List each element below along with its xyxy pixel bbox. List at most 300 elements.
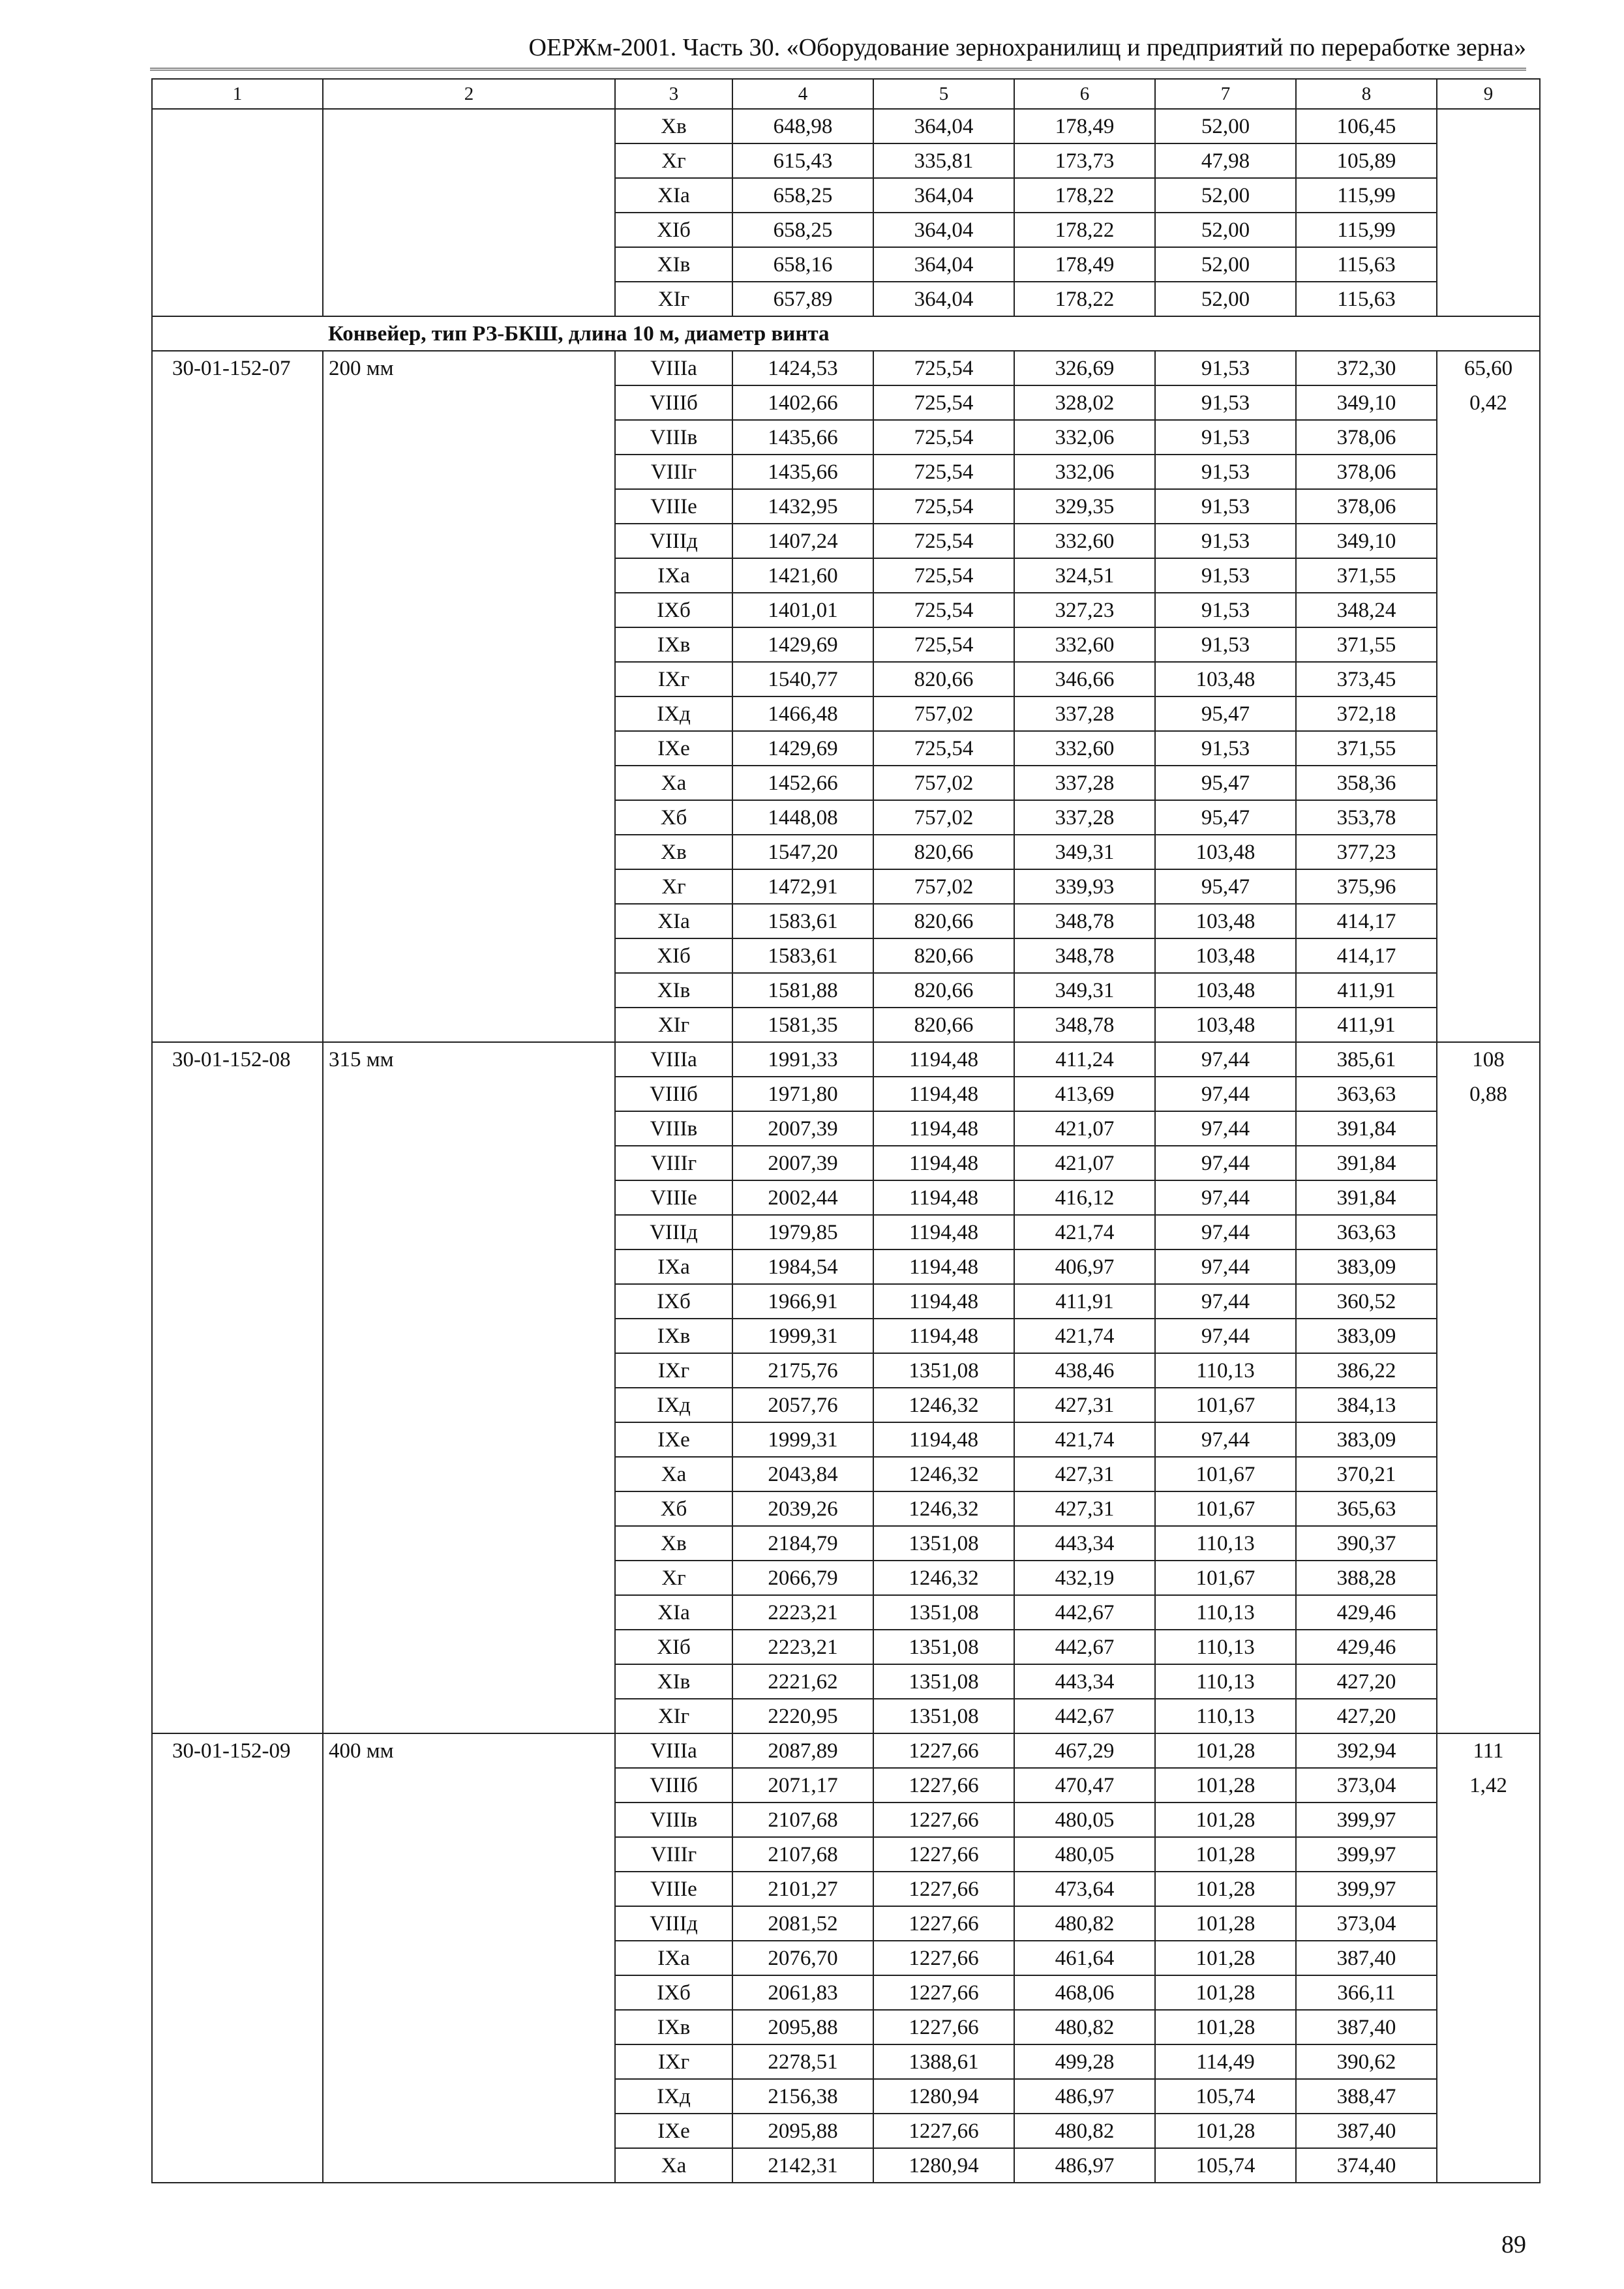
labor-cell xyxy=(1437,282,1540,316)
description-cell xyxy=(323,1077,615,1111)
total-cost-cell: 2057,76 xyxy=(732,1388,873,1422)
table-row xyxy=(152,1803,1540,1837)
materials-cell: 360,52 xyxy=(1296,1284,1437,1319)
region-cell: VIIIв xyxy=(615,420,732,455)
description-cell xyxy=(323,420,615,455)
materials-cell: 371,55 xyxy=(1296,558,1437,593)
wages-cell: 725,54 xyxy=(873,455,1014,489)
driver-wages-cell: 91,53 xyxy=(1155,385,1296,420)
labor-cell xyxy=(1437,800,1540,835)
description-cell xyxy=(323,1388,615,1422)
total-cost-cell: 1984,54 xyxy=(732,1249,873,1284)
labor-cell xyxy=(1437,1457,1540,1491)
norm-code-cell: 30-01-152-07 xyxy=(152,351,323,385)
table-row xyxy=(152,1077,1540,1111)
col-number: 3 xyxy=(615,79,732,109)
wages-cell: 1194,48 xyxy=(873,1249,1014,1284)
driver-wages-cell: 114,49 xyxy=(1155,2044,1296,2079)
table-row xyxy=(152,524,1540,558)
labor-cell xyxy=(1437,593,1540,627)
machines-cell: 339,93 xyxy=(1014,869,1155,904)
machines-cell: 332,60 xyxy=(1014,524,1155,558)
description-cell: 200 мм xyxy=(323,351,615,385)
table-row xyxy=(152,1042,1540,1077)
total-cost-cell: 1999,31 xyxy=(732,1422,873,1457)
driver-wages-cell: 103,48 xyxy=(1155,1008,1296,1042)
page-header-block xyxy=(150,33,1526,70)
driver-wages-cell: 97,44 xyxy=(1155,1215,1296,1249)
wages-cell: 820,66 xyxy=(873,938,1014,973)
driver-wages-cell: 110,13 xyxy=(1155,1595,1296,1630)
region-cell: VIIIе xyxy=(615,489,732,524)
wages-cell: 1227,66 xyxy=(873,1906,1014,1941)
table-row xyxy=(152,938,1540,973)
labor-cell: 111 xyxy=(1437,1733,1540,1768)
wages-cell: 725,54 xyxy=(873,731,1014,766)
table-row xyxy=(152,662,1540,696)
total-cost-cell: 1402,66 xyxy=(732,385,873,420)
description-cell xyxy=(323,524,615,558)
driver-wages-cell: 103,48 xyxy=(1155,662,1296,696)
materials-cell: 115,99 xyxy=(1296,213,1437,247)
norm-code-cell xyxy=(152,420,323,455)
driver-wages-cell: 97,44 xyxy=(1155,1249,1296,1284)
materials-cell: 383,09 xyxy=(1296,1249,1437,1284)
wages-cell: 1194,48 xyxy=(873,1146,1014,1180)
labor-cell xyxy=(1437,1319,1540,1353)
wages-cell: 757,02 xyxy=(873,766,1014,800)
labor-cell xyxy=(1437,1491,1540,1526)
table-row xyxy=(152,1872,1540,1906)
table-row xyxy=(152,1526,1540,1561)
description-cell xyxy=(323,1630,615,1664)
total-cost-cell: 2156,38 xyxy=(732,2079,873,2114)
total-cost-cell: 2087,89 xyxy=(732,1733,873,1768)
labor-cell xyxy=(1437,109,1540,143)
table-row xyxy=(152,1837,1540,1872)
driver-wages-cell: 97,44 xyxy=(1155,1111,1296,1146)
wages-cell: 757,02 xyxy=(873,869,1014,904)
machines-cell: 349,31 xyxy=(1014,973,1155,1008)
total-cost-cell: 2007,39 xyxy=(732,1111,873,1146)
labor-cell xyxy=(1437,1561,1540,1595)
norm-code-cell xyxy=(152,1872,323,1906)
wages-cell: 820,66 xyxy=(873,973,1014,1008)
labor-cell xyxy=(1437,1008,1540,1042)
machines-cell: 332,06 xyxy=(1014,455,1155,489)
wages-cell: 820,66 xyxy=(873,835,1014,869)
driver-wages-cell: 91,53 xyxy=(1155,627,1296,662)
materials-cell: 388,28 xyxy=(1296,1561,1437,1595)
wages-cell: 1194,48 xyxy=(873,1284,1014,1319)
machines-cell: 348,78 xyxy=(1014,1008,1155,1042)
description-cell: 400 мм xyxy=(323,1733,615,1768)
norm-code-cell xyxy=(152,766,323,800)
table-row xyxy=(152,178,1540,213)
driver-wages-cell: 110,13 xyxy=(1155,1630,1296,1664)
table-row xyxy=(152,143,1540,178)
region-cell: Хб xyxy=(615,1491,732,1526)
total-cost-cell: 1452,66 xyxy=(732,766,873,800)
machines-cell: 442,67 xyxy=(1014,1699,1155,1733)
norm-code-cell: 30-01-152-09 xyxy=(152,1733,323,1768)
table-row xyxy=(152,1146,1540,1180)
region-cell: IXб xyxy=(615,1975,732,2010)
total-cost-cell: 2095,88 xyxy=(732,2010,873,2044)
machines-cell: 332,06 xyxy=(1014,420,1155,455)
labor-cell xyxy=(1437,904,1540,938)
total-cost-cell: 2223,21 xyxy=(732,1630,873,1664)
wages-cell: 1194,48 xyxy=(873,1319,1014,1353)
table-row xyxy=(152,2044,1540,2079)
region-cell: VIIIб xyxy=(615,385,732,420)
col-number: 7 xyxy=(1155,79,1296,109)
norm-code-cell xyxy=(152,1215,323,1249)
materials-cell: 427,20 xyxy=(1296,1664,1437,1699)
labor-cell xyxy=(1437,558,1540,593)
norm-code-cell xyxy=(152,558,323,593)
materials-cell: 378,06 xyxy=(1296,489,1437,524)
wages-cell: 1194,48 xyxy=(873,1215,1014,1249)
materials-cell: 348,24 xyxy=(1296,593,1437,627)
machines-cell: 480,05 xyxy=(1014,1837,1155,1872)
driver-wages-cell: 52,00 xyxy=(1155,282,1296,316)
labor-cell xyxy=(1437,143,1540,178)
machines-cell: 337,28 xyxy=(1014,766,1155,800)
norm-code-cell xyxy=(152,282,323,316)
norm-code-cell xyxy=(152,1353,323,1388)
wages-cell: 1246,32 xyxy=(873,1388,1014,1422)
norm-code-cell xyxy=(152,1595,323,1630)
region-cell: VIIIд xyxy=(615,1906,732,1941)
labor-cell xyxy=(1437,766,1540,800)
labor-cell xyxy=(1437,524,1540,558)
description-cell xyxy=(323,1111,615,1146)
norm-code-cell xyxy=(152,489,323,524)
resource-table xyxy=(151,78,1541,2183)
labor-cell xyxy=(1437,2148,1540,2183)
machines-cell: 438,46 xyxy=(1014,1353,1155,1388)
region-cell: IXг xyxy=(615,2044,732,2079)
region-cell: VIIIа xyxy=(615,351,732,385)
labor-cell xyxy=(1437,1180,1540,1215)
col-number: 2 xyxy=(323,79,615,109)
description-cell xyxy=(323,1457,615,1491)
labor-cell xyxy=(1437,627,1540,662)
description-cell xyxy=(323,1872,615,1906)
description-cell xyxy=(323,731,615,766)
region-cell: ХIб xyxy=(615,213,732,247)
description-cell xyxy=(323,800,615,835)
norm-code-cell xyxy=(152,1491,323,1526)
driver-wages-cell: 101,67 xyxy=(1155,1388,1296,1422)
region-cell: Хг xyxy=(615,143,732,178)
machines-cell: 348,78 xyxy=(1014,904,1155,938)
total-cost-cell: 1429,69 xyxy=(732,627,873,662)
labor-cell xyxy=(1437,2079,1540,2114)
driver-wages-cell: 110,13 xyxy=(1155,1526,1296,1561)
driver-wages-cell: 52,00 xyxy=(1155,109,1296,143)
norm-code-cell xyxy=(152,1768,323,1803)
total-cost-cell: 658,25 xyxy=(732,178,873,213)
total-cost-cell: 2221,62 xyxy=(732,1664,873,1699)
region-cell: VIIIд xyxy=(615,1215,732,1249)
materials-cell: 427,20 xyxy=(1296,1699,1437,1733)
table-row xyxy=(152,627,1540,662)
norm-code-cell xyxy=(152,696,323,731)
norm-code-cell xyxy=(152,869,323,904)
total-cost-cell: 1407,24 xyxy=(732,524,873,558)
section-title: Конвейер, тип РЗ-БКШ, длина 10 м, диаметр винта xyxy=(323,316,1540,351)
table-row xyxy=(152,2114,1540,2148)
machines-cell: 173,73 xyxy=(1014,143,1155,178)
description-cell xyxy=(323,1215,615,1249)
norm-code-cell xyxy=(152,1630,323,1664)
labor-cell: 0,88 xyxy=(1437,1077,1540,1111)
total-cost-cell: 1435,66 xyxy=(732,455,873,489)
table-row xyxy=(152,1906,1540,1941)
table-row xyxy=(152,2010,1540,2044)
machines-cell: 326,69 xyxy=(1014,351,1155,385)
labor-cell: 65,60 xyxy=(1437,351,1540,385)
description-cell xyxy=(323,1146,615,1180)
labor-cell xyxy=(1437,1941,1540,1975)
driver-wages-cell: 101,67 xyxy=(1155,1561,1296,1595)
machines-cell: 178,49 xyxy=(1014,247,1155,282)
materials-cell: 375,96 xyxy=(1296,869,1437,904)
description-cell xyxy=(323,282,615,316)
total-cost-cell: 1581,35 xyxy=(732,1008,873,1042)
labor-cell xyxy=(1437,2044,1540,2079)
materials-cell: 387,40 xyxy=(1296,2010,1437,2044)
region-cell: Ха xyxy=(615,1457,732,1491)
wages-cell: 1194,48 xyxy=(873,1111,1014,1146)
labor-cell xyxy=(1437,1630,1540,1664)
driver-wages-cell: 97,44 xyxy=(1155,1180,1296,1215)
description-cell xyxy=(323,1008,615,1042)
table-row xyxy=(152,282,1540,316)
materials-cell: 387,40 xyxy=(1296,1941,1437,1975)
driver-wages-cell: 101,28 xyxy=(1155,1837,1296,1872)
description-cell xyxy=(323,1180,615,1215)
description-cell xyxy=(323,489,615,524)
table-row xyxy=(152,1422,1540,1457)
region-cell: IXб xyxy=(615,593,732,627)
region-cell: Хв xyxy=(615,109,732,143)
materials-cell: 388,47 xyxy=(1296,2079,1437,2114)
driver-wages-cell: 101,28 xyxy=(1155,1872,1296,1906)
section-title-row xyxy=(152,316,1540,351)
norm-code-cell: 30-01-152-08 xyxy=(152,1042,323,1077)
machines-cell: 337,28 xyxy=(1014,696,1155,731)
machines-cell: 427,31 xyxy=(1014,1491,1155,1526)
labor-cell xyxy=(1437,2114,1540,2148)
table-row xyxy=(152,213,1540,247)
total-cost-cell: 1432,95 xyxy=(732,489,873,524)
description-cell xyxy=(323,766,615,800)
description-cell xyxy=(323,1768,615,1803)
norm-code-cell xyxy=(152,731,323,766)
labor-cell xyxy=(1437,1837,1540,1872)
machines-cell: 332,60 xyxy=(1014,627,1155,662)
region-cell: IXе xyxy=(615,1422,732,1457)
wages-cell: 820,66 xyxy=(873,662,1014,696)
driver-wages-cell: 103,48 xyxy=(1155,904,1296,938)
labor-cell xyxy=(1437,869,1540,904)
table-row xyxy=(152,1249,1540,1284)
wages-cell: 725,54 xyxy=(873,489,1014,524)
total-cost-cell: 1971,80 xyxy=(732,1077,873,1111)
region-cell: Ха xyxy=(615,2148,732,2183)
region-cell: IXд xyxy=(615,696,732,731)
driver-wages-cell: 105,74 xyxy=(1155,2079,1296,2114)
norm-code-cell xyxy=(152,1422,323,1457)
description-cell xyxy=(323,1906,615,1941)
driver-wages-cell: 103,48 xyxy=(1155,938,1296,973)
materials-cell: 349,10 xyxy=(1296,385,1437,420)
col-number: 5 xyxy=(873,79,1014,109)
wages-cell: 1194,48 xyxy=(873,1422,1014,1457)
table-row xyxy=(152,1595,1540,1630)
table-row xyxy=(152,766,1540,800)
driver-wages-cell: 101,28 xyxy=(1155,1768,1296,1803)
labor-cell xyxy=(1437,1526,1540,1561)
machines-cell: 443,34 xyxy=(1014,1526,1155,1561)
machines-cell: 421,74 xyxy=(1014,1319,1155,1353)
driver-wages-cell: 101,28 xyxy=(1155,2010,1296,2044)
description-cell xyxy=(323,1975,615,2010)
machines-cell: 443,34 xyxy=(1014,1664,1155,1699)
total-cost-cell: 1583,61 xyxy=(732,938,873,973)
machines-cell: 178,49 xyxy=(1014,109,1155,143)
description-cell xyxy=(323,904,615,938)
norm-code-cell xyxy=(152,247,323,282)
region-cell: IXг xyxy=(615,1353,732,1388)
table-row xyxy=(152,1561,1540,1595)
driver-wages-cell: 95,47 xyxy=(1155,766,1296,800)
norm-code-cell xyxy=(152,1146,323,1180)
total-cost-cell: 2043,84 xyxy=(732,1457,873,1491)
machines-cell: 486,97 xyxy=(1014,2148,1155,2183)
table-row xyxy=(152,1768,1540,1803)
machines-cell: 411,24 xyxy=(1014,1042,1155,1077)
materials-cell: 349,10 xyxy=(1296,524,1437,558)
table-row xyxy=(152,351,1540,385)
region-cell: ХIв xyxy=(615,1664,732,1699)
driver-wages-cell: 91,53 xyxy=(1155,731,1296,766)
wages-cell: 757,02 xyxy=(873,800,1014,835)
driver-wages-cell: 91,53 xyxy=(1155,420,1296,455)
materials-cell: 399,97 xyxy=(1296,1872,1437,1906)
description-cell xyxy=(323,1561,615,1595)
description-cell xyxy=(323,455,615,489)
materials-cell: 106,45 xyxy=(1296,109,1437,143)
table-row xyxy=(152,696,1540,731)
region-cell: VIIIв xyxy=(615,1111,732,1146)
table-row xyxy=(152,869,1540,904)
wages-cell: 725,54 xyxy=(873,524,1014,558)
materials-cell: 383,09 xyxy=(1296,1319,1437,1353)
norm-code-cell xyxy=(152,524,323,558)
driver-wages-cell: 95,47 xyxy=(1155,696,1296,731)
wages-cell: 364,04 xyxy=(873,282,1014,316)
machines-cell: 421,74 xyxy=(1014,1215,1155,1249)
table-row xyxy=(152,904,1540,938)
region-cell: ХIа xyxy=(615,1595,732,1630)
total-cost-cell: 2002,44 xyxy=(732,1180,873,1215)
machines-cell: 348,78 xyxy=(1014,938,1155,973)
total-cost-cell: 2081,52 xyxy=(732,1906,873,1941)
norm-code-cell xyxy=(152,1388,323,1422)
norm-code-cell xyxy=(152,1561,323,1595)
total-cost-cell: 2107,68 xyxy=(732,1837,873,1872)
materials-cell: 390,62 xyxy=(1296,2044,1437,2079)
description-cell xyxy=(323,593,615,627)
driver-wages-cell: 97,44 xyxy=(1155,1422,1296,1457)
total-cost-cell: 658,25 xyxy=(732,213,873,247)
materials-cell: 105,89 xyxy=(1296,143,1437,178)
norm-code-cell xyxy=(152,2010,323,2044)
region-cell: IXг xyxy=(615,662,732,696)
machines-cell: 178,22 xyxy=(1014,282,1155,316)
table-row xyxy=(152,558,1540,593)
driver-wages-cell: 105,74 xyxy=(1155,2148,1296,2183)
wages-cell: 1194,48 xyxy=(873,1180,1014,1215)
total-cost-cell: 1448,08 xyxy=(732,800,873,835)
total-cost-cell: 657,89 xyxy=(732,282,873,316)
region-cell: Ха xyxy=(615,766,732,800)
materials-cell: 414,17 xyxy=(1296,938,1437,973)
description-cell xyxy=(323,2044,615,2079)
driver-wages-cell: 101,28 xyxy=(1155,1733,1296,1768)
machines-cell: 421,74 xyxy=(1014,1422,1155,1457)
labor-cell xyxy=(1437,1595,1540,1630)
norm-code-cell xyxy=(152,1008,323,1042)
region-cell: VIIIг xyxy=(615,455,732,489)
wages-cell: 725,54 xyxy=(873,385,1014,420)
region-cell: IXе xyxy=(615,2114,732,2148)
materials-cell: 373,04 xyxy=(1296,1768,1437,1803)
total-cost-cell: 2142,31 xyxy=(732,2148,873,2183)
description-cell xyxy=(323,1284,615,1319)
description-cell xyxy=(323,938,615,973)
wages-cell: 335,81 xyxy=(873,143,1014,178)
wages-cell: 364,04 xyxy=(873,247,1014,282)
machines-cell: 406,97 xyxy=(1014,1249,1155,1284)
driver-wages-cell: 52,00 xyxy=(1155,213,1296,247)
table-row xyxy=(152,593,1540,627)
driver-wages-cell: 97,44 xyxy=(1155,1284,1296,1319)
total-cost-cell: 2107,68 xyxy=(732,1803,873,1837)
wages-cell: 1227,66 xyxy=(873,1803,1014,1837)
description-cell xyxy=(323,1803,615,1837)
labor-cell xyxy=(1437,1422,1540,1457)
total-cost-cell: 2066,79 xyxy=(732,1561,873,1595)
description-cell xyxy=(323,109,615,143)
total-cost-cell: 1583,61 xyxy=(732,904,873,938)
region-cell: VIIIв xyxy=(615,1803,732,1837)
wages-cell: 364,04 xyxy=(873,178,1014,213)
machines-cell: 442,67 xyxy=(1014,1595,1155,1630)
machines-cell: 468,06 xyxy=(1014,1975,1155,2010)
region-cell: IXа xyxy=(615,558,732,593)
machines-cell: 332,60 xyxy=(1014,731,1155,766)
table-row xyxy=(152,455,1540,489)
region-cell: ХIв xyxy=(615,973,732,1008)
region-cell: ХIг xyxy=(615,1008,732,1042)
total-cost-cell: 1966,91 xyxy=(732,1284,873,1319)
wages-cell: 1227,66 xyxy=(873,1837,1014,1872)
